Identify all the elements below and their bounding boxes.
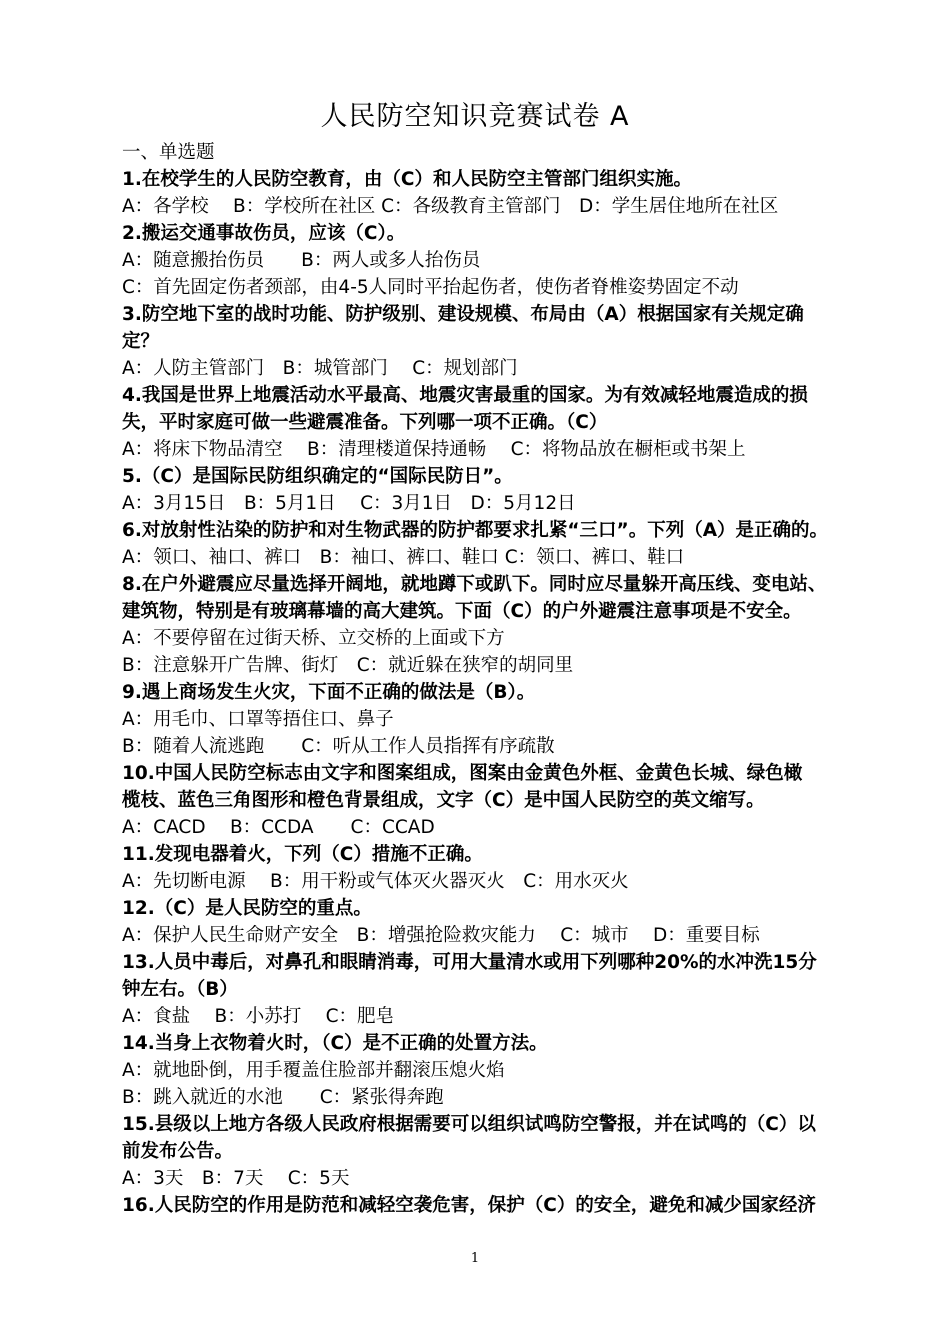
question-text: 8.在户外避震应尽量选择开阔地，就地蹲下或趴下。同时应尽量躲开高压线、变电站、 xyxy=(122,574,827,595)
question-text: 6.对放射性沾染的防护和对生物武器的防护都要求扎紧“三口”。下列（A）是正确的。 xyxy=(122,520,829,541)
question-text: 11.发现电器着火，下列（C）措施不正确。 xyxy=(122,844,483,865)
question-text: 14.当身上衣物着火时，（C）是不正确的处置方法。 xyxy=(122,1033,548,1054)
answer-options: A：食盐 B：小苏打 C：肥皂 xyxy=(122,1006,395,1027)
question-text: 钟左右。（B） xyxy=(122,979,238,1000)
question-text: 12.（C）是人民防空的重点。 xyxy=(122,898,372,919)
question-text: 13.人员中毒后，对鼻孔和眼睛消毒，可用大量清水或用下列哪种20%的水冲洗15分 xyxy=(122,952,817,973)
question-text: 4.我国是世界上地震活动水平最高、地震灾害最重的国家。为有效减轻地震造成的损 xyxy=(122,385,808,406)
section-heading: 一、单选题 xyxy=(122,142,215,163)
answer-options: A：3天 B：7天 C：5天 xyxy=(122,1168,350,1189)
question-text: 1.在校学生的人民防空教育，由（C）和人民防空主管部门组织实施。 xyxy=(122,169,692,190)
question-text: 榄枝、蓝色三角图形和橙色背景组成，文字（C）是中国人民防空的英文缩写。 xyxy=(122,790,765,811)
document-title: 人民防空知识竞赛试卷 A xyxy=(320,101,630,132)
question-text: 15.县级以上地方各级人民政府根据需要可以组织试鸣防空警报，并在试鸣的（C）以 xyxy=(122,1114,816,1135)
question-lines xyxy=(122,166,842,1219)
question-text: 2.搬运交通事故伤员，应该（C）。 xyxy=(122,223,406,244)
question-text: 16.人民防空的作用是防范和减轻空袭危害，保护（C）的安全，避免和减少国家经济 xyxy=(122,1195,816,1216)
question-text: 5.（C）是国际民防组织确定的“国际民防日”。 xyxy=(122,466,513,487)
answer-options: A：先切断电源 B：用干粉或气体灭火器灭火 C：用水灭火 xyxy=(122,871,629,892)
answer-options: A：用毛巾、口罩等捂住口、鼻子 xyxy=(122,709,394,730)
answer-options: B：注意躲开广告牌、街灯 C：就近躲在狭窄的胡同里 xyxy=(122,655,574,676)
answer-options: A：不要停留在过街天桥、立交桥的上面或下方 xyxy=(122,628,505,649)
question-text: 10.中国人民防空标志由文字和图案组成，图案由金黄色外框、金黄色长城、绿色橄 xyxy=(122,763,803,784)
answer-options: A：CACD B：CCDA C：CCAD xyxy=(122,817,435,838)
answer-options: A：保护人民生命财产安全 B：增强抢险救灾能力 C：城市 D：重要目标 xyxy=(122,925,760,946)
question-text: 建筑物，特别是有玻璃幕墙的高大建筑。下面（C）的户外避震注意事项是不安全。 xyxy=(122,601,802,622)
answer-options: A：就地卧倒，用手覆盖住脸部并翻滚压熄火焰 xyxy=(122,1060,505,1081)
question-text: 定？ xyxy=(122,331,160,352)
answer-options: C：首先固定伤者颈部，由4-5人同时平抬起伤者，使伤者脊椎姿势固定不动 xyxy=(122,277,739,298)
answer-options: B：随着人流逃跑 C：听从工作人员指挥有序疏散 xyxy=(122,736,555,757)
answer-options: A：随意搬抬伤员 B：两人或多人抬伤员 xyxy=(122,250,481,271)
question-text: 9.遇上商场发生火灾，下面不正确的做法是（B）。 xyxy=(122,682,536,703)
question-list xyxy=(122,139,842,1219)
answer-options: A：人防主管部门 B：城管部门 C：规划部门 xyxy=(122,358,518,379)
answer-options: A：3月15日 B：5月1日 C：3月1日 D：5月12日 xyxy=(122,493,576,514)
question-text: 3.防空地下室的战时功能、防护级别、建设规模、布局由（A）根据国家有关规定确 xyxy=(122,304,804,325)
answer-options: B：跳入就近的水池 C：紧张得奔跑 xyxy=(122,1087,444,1108)
question-text: 失，平时家庭可做一些避震准备。下列哪一项不正确。（C） xyxy=(122,412,608,433)
answer-options: A：将床下物品清空 B：清理楼道保持通畅 C：将物品放在橱柜或书架上 xyxy=(122,439,746,460)
question-text: 前发布公告。 xyxy=(122,1141,234,1162)
answer-options: A：各学校 B：学校所在社区 C：各级教育主管部门 D：学生居住地所在社区 xyxy=(122,196,779,217)
answer-options: A：领口、袖口、裤口 B：袖口、裤口、鞋口 C：领口、裤口、鞋口 xyxy=(122,547,685,568)
page-number: 1 xyxy=(470,1251,480,1266)
